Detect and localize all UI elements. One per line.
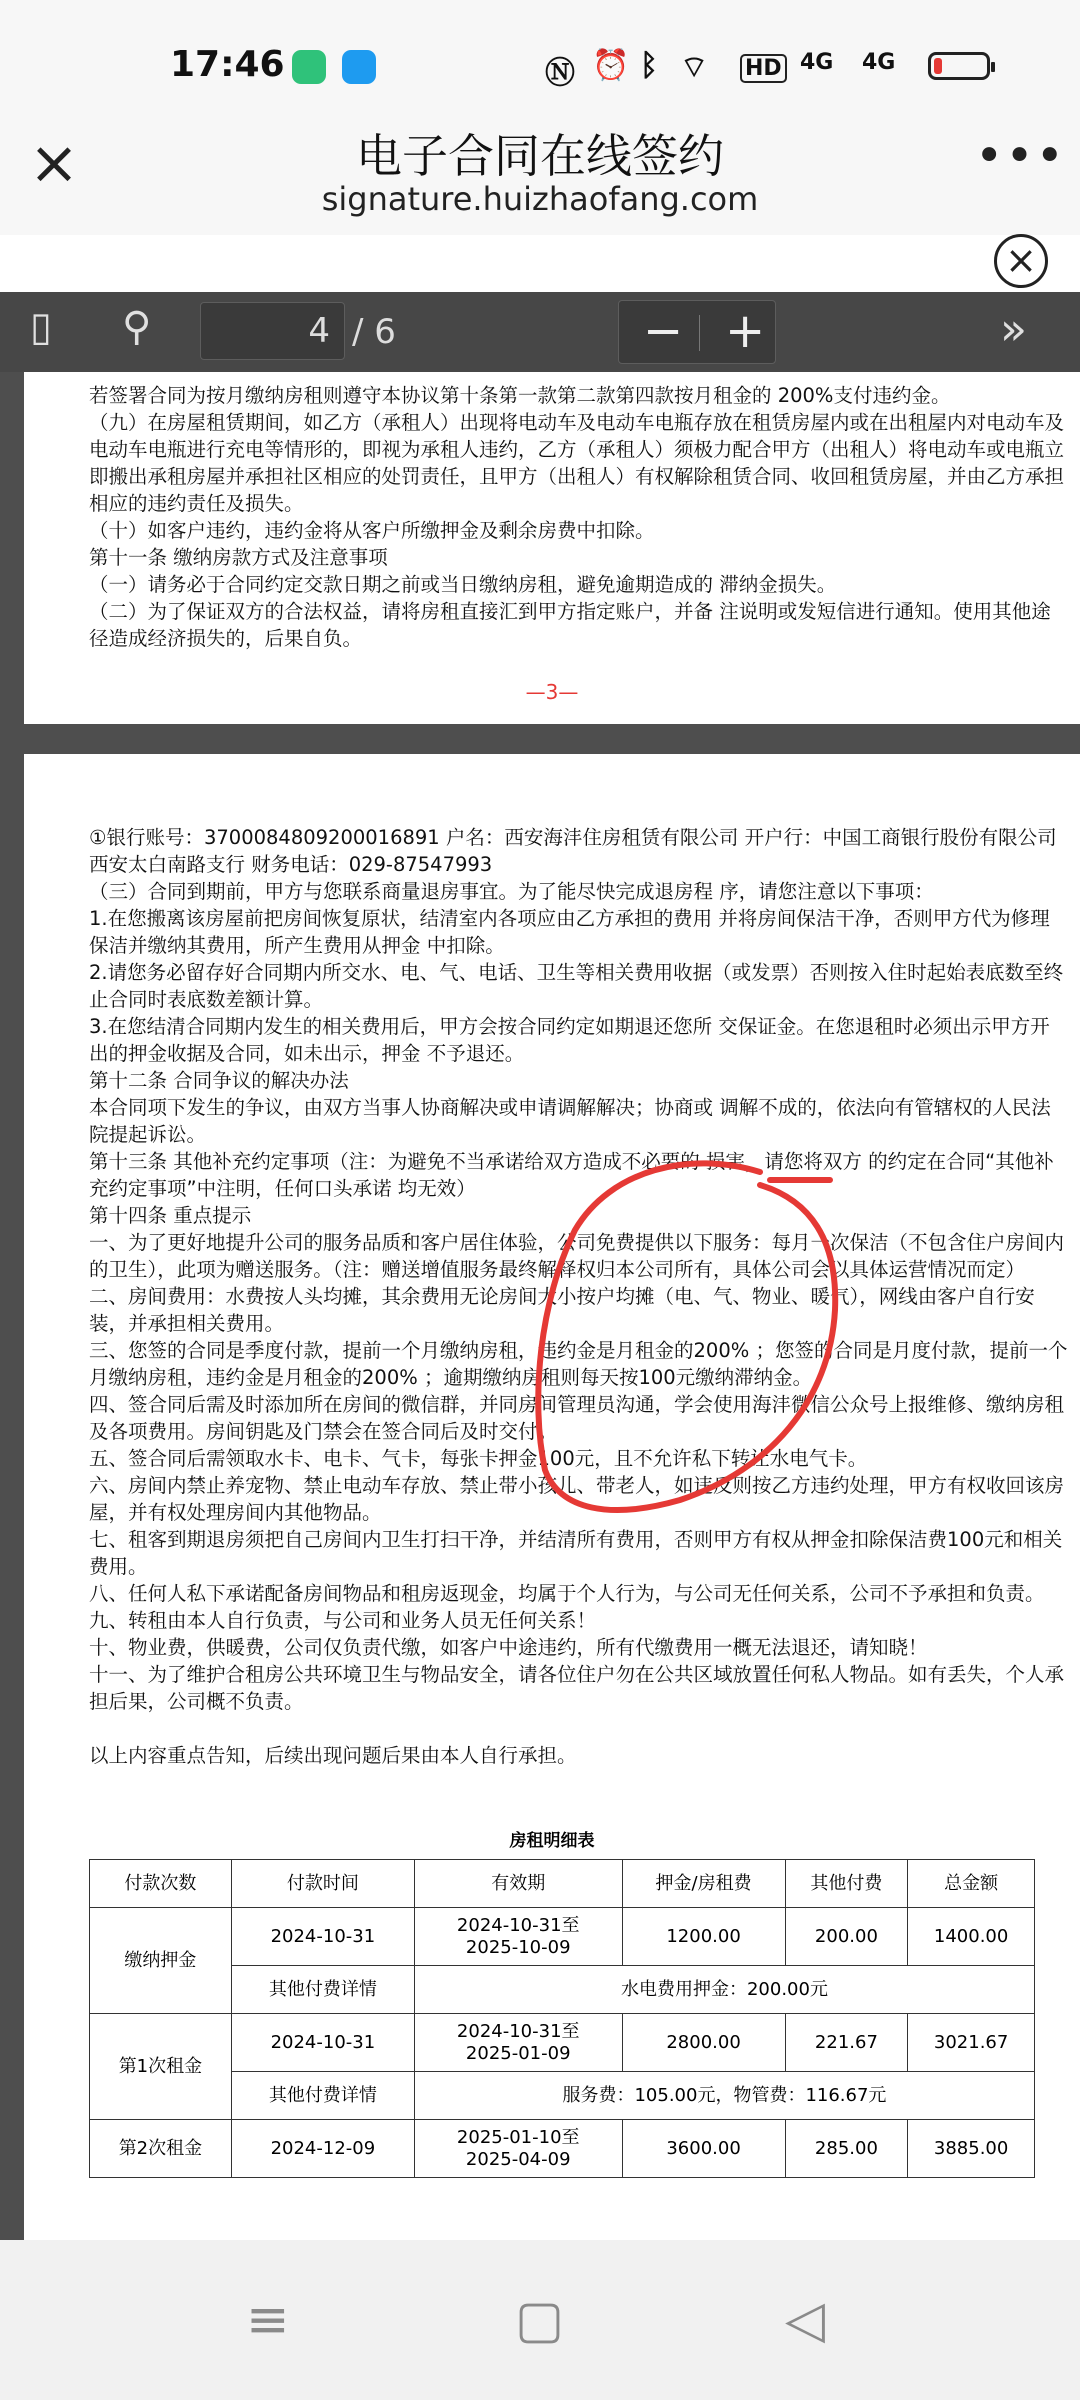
zoom-controls	[618, 300, 776, 364]
document-paragraph: 十、物业费，供暖费，公司仅负责代缴，如客户中途违约，所有代缴费用一概无法退还，请知晓！	[89, 1636, 928, 1659]
sidebar-toggle-icon[interactable]: ▯	[30, 304, 53, 350]
table-row: 其他付费详情 服务费：105.00元，物管费：116.67元	[90, 2072, 1035, 2120]
document-paragraph: （九）在房屋租赁期间，如乙方（承租人）出现将电动车及电动车电瓶存放在租赁房屋内或在出租屋内对电动车及电动车电瓶进行充电等情形的，即视为承租人违约，乙方（承租人）须极力配合甲方（出租人）将电动车或电瓶立即搬出承租房屋并承担社区相应的处罚责任，且甲方（出租人）有权解除租赁合同、收回租赁房屋，并由乙方承担相应的违约责任及损失。	[89, 411, 1065, 515]
document-paragraph: 三、您签的合同是季度付款，提前一个月缴纳房租，违约金是月租金的200% ；您签的合同是月度付款，提前一个月缴纳房租，违约金是月租金的200% ；逾期缴纳房租则每天按100元缴纳滞纳金。	[89, 1339, 1068, 1389]
battery-icon	[928, 52, 990, 80]
viewer-close-button[interactable]: ×	[994, 234, 1048, 288]
document-paragraph: 1.在您搬离该房屋前把房间恢复原状，结清室内各项应由乙方承担的费用 并将房间保洁干净，否则甲方代为修理保洁并缴纳其费用，所产生费用从押金 中扣除。	[89, 907, 1050, 957]
back-icon[interactable]: ◁	[785, 2290, 825, 2350]
nfc-icon: Ⓝ	[545, 56, 575, 91]
document-paragraph: 第十二条 合同争议的解决办法	[89, 1069, 349, 1092]
document-paragraph: （二）为了保证双方的合法权益，请将房租直接汇到甲方指定账户，并备 注说明或发短信进行通知。使用其他途径造成经济损失的，后果自负。	[89, 600, 1051, 650]
table-row: 其他付费详情 水电费用押金：200.00元	[90, 1966, 1035, 2014]
signal-1-icon: 4G	[800, 50, 834, 75]
browser-title-bar	[0, 110, 1080, 235]
pdf-page-4	[24, 754, 1080, 2274]
status-bar	[0, 0, 1080, 110]
table-header: 押金/房租费	[622, 1860, 785, 1908]
document-paragraph: （一）请务必于合同约定交款日期之前或当日缴纳房租，避免逾期造成的 滞纳金损失。	[89, 573, 837, 596]
document-paragraph: 一、为了更好地提升公司的服务品质和客户居住体验，公司免费提供以下服务：每月一次保洁（不包含住户房间内的卫生），此项为赠送服务。（注：赠送增值服务最终解释权归本公司所有，具体公司会以具体运营情况而定）	[89, 1231, 1065, 1281]
document-paragraph: 以上内容重点告知，后续出现问题后果由本人自行承担。	[89, 1744, 577, 1767]
document-paragraph: 第十三条 其他补充约定事项（注：为避免不当承诺给双方造成不必要的 损害，请您将双方 的约定在合同“其他补充约定事项”中注明，任何口头承诺 均无效）	[89, 1150, 1054, 1200]
bluetooth-icon: ᛒ	[640, 48, 658, 83]
page-title: 电子合同在线签约	[356, 129, 724, 183]
document-paragraph: ①银行账号：3700084809200016891 户名：西安海沣住房租赁有限公司 开户行：中国工商银行股份有限公司西安太白南路支行 财务电话：029-87547993	[89, 826, 1057, 876]
document-paragraph: 五、签合同后需领取水卡、电卡、气卡，每张卡押金100元，且不允许私下转让水电气卡。	[89, 1447, 868, 1470]
document-paragraph: 二、房间费用：水费按人头均摊，其余费用无论房间大小按户均摊（电、气、物业、暖气），网线由客户自行安装，并承担相关费用。	[89, 1285, 1035, 1335]
page-number: —3—	[525, 680, 579, 704]
document-paragraph: 六、房间内禁止养宠物、禁止电动车存放、禁止带小孩儿、带老人，如违反则按乙方违约处理，甲方有权收回该房屋，并有权处理房间内其他物品。	[89, 1474, 1065, 1524]
qq-notification-icon	[342, 50, 376, 84]
rent-details-table	[89, 1859, 1035, 2178]
page-4-text	[89, 824, 1069, 1769]
table-header: 总金额	[908, 1860, 1035, 1908]
page-number-input[interactable]: 4	[200, 302, 345, 360]
page-total: / 6	[352, 312, 396, 352]
table-header: 付款时间	[231, 1860, 414, 1908]
zoom-out-icon[interactable]: −	[643, 303, 684, 359]
pdf-toolbar	[0, 292, 1080, 372]
document-paragraph: 3.在您结清合同期内发生的相关费用后，甲方会按合同约定如期退还您所 交保证金。在您退租时必须出示甲方开出的押金收据及合同，如未出示，押金 不予退还。	[89, 1015, 1050, 1065]
more-icon[interactable]: •••	[975, 128, 1066, 184]
zoom-in-icon[interactable]: +	[725, 303, 766, 359]
document-paragraph: （三）合同到期前，甲方与您联系商量退房事宜。为了能尽快完成退房程 序，请您注意以下事项：	[89, 880, 934, 903]
document-paragraph: 十一、为了维护合租房公共环境卫生与物品安全，请各位住户勿在公共区域放置任何私人物品。如有丢失，个人承担后果，公司概不负责。	[89, 1663, 1065, 1713]
document-paragraph: 本合同项下发生的争议，由双方当事人协商解决或申请调解解决；协商或 调解不成的，依法向有管辖权的人民法院提起诉讼。	[89, 1096, 1051, 1146]
document-paragraph: （十）如客户违约，违约金将从客户所缴押金及剩余房费中扣除。	[89, 519, 655, 542]
signal-2-icon: 4G	[862, 50, 896, 75]
document-paragraph: 九、转租由本人自行负责，与公司和业务人员无任何关系！	[89, 1609, 597, 1632]
table-row: 缴纳押金 2024-10-31 2024-10-31至 2025-10-09 1200.00 200.00 1400.00	[90, 1908, 1035, 1966]
search-icon[interactable]: ⚲	[122, 304, 152, 350]
document-paragraph: 第十四条 重点提示	[89, 1204, 252, 1227]
status-time: 17:46	[170, 44, 285, 85]
app-notification-icon	[292, 50, 326, 84]
document-paragraph: 八、任何人私下承诺配备房间物品和租房返现金，均属于个人行为，与公司无任何关系，公司不予承担和负责。	[89, 1582, 1045, 1605]
pdf-viewer[interactable]	[0, 372, 1080, 2240]
table-row: 第1次租金 2024-10-31 2024-10-31至 2025-01-09 2800.00 221.67 3021.67	[90, 2014, 1035, 2072]
alarm-icon: ⏰	[592, 48, 630, 83]
document-paragraph: 第十一条 缴纳房款方式及注意事项	[89, 546, 388, 569]
table-header: 其他付费	[785, 1860, 908, 1908]
document-paragraph	[89, 1715, 1069, 1742]
document-paragraph: 若签署合同为按月缴纳房租则遵守本协议第十条第一款第二款第四款按月租金的 200%支付违约金。	[89, 384, 951, 407]
document-paragraph: 七、租客到期退房须把自己房间内卫生打扫干净，并结清所有费用，否则甲方有权从押金扣除保洁费100元和相关费用。	[89, 1528, 1063, 1578]
table-title: 房租明细表	[509, 1831, 595, 1851]
hd-icon: HD	[740, 54, 787, 83]
page-3-text	[89, 382, 1069, 652]
table-header: 有效期	[414, 1860, 622, 1908]
page-url: signature.huizhaofang.com	[321, 180, 759, 218]
system-nav-bar	[0, 2240, 1080, 2400]
menu-icon[interactable]: ≡	[246, 2290, 290, 2350]
double-chevron-icon[interactable]: »	[1000, 304, 1027, 355]
close-icon[interactable]: ×	[28, 128, 80, 198]
wifi-icon: ⌔	[680, 50, 709, 85]
document-paragraph: 四、签合同后需及时添加所在房间的微信群，并同房间管理员沟通，学会使用海沣微信公众号上报维修、缴纳房租及各项费用。房间钥匙及门禁会在签合同后及时交付。	[89, 1393, 1065, 1443]
document-paragraph: 2.请您务必留存好合同期内所交水、电、气、电话、卫生等相关费用收据（或发票）否则按入住时起始表底数至终止合同时表底数差额计算。	[89, 961, 1064, 1011]
pdf-page-3	[24, 372, 1080, 724]
table-header: 付款次数	[90, 1860, 232, 1908]
home-icon[interactable]: ▢	[515, 2290, 565, 2350]
table-row: 第2次租金 2024-12-09 2025-01-10至 2025-04-09 3600.00 285.00 3885.00	[90, 2120, 1035, 2178]
